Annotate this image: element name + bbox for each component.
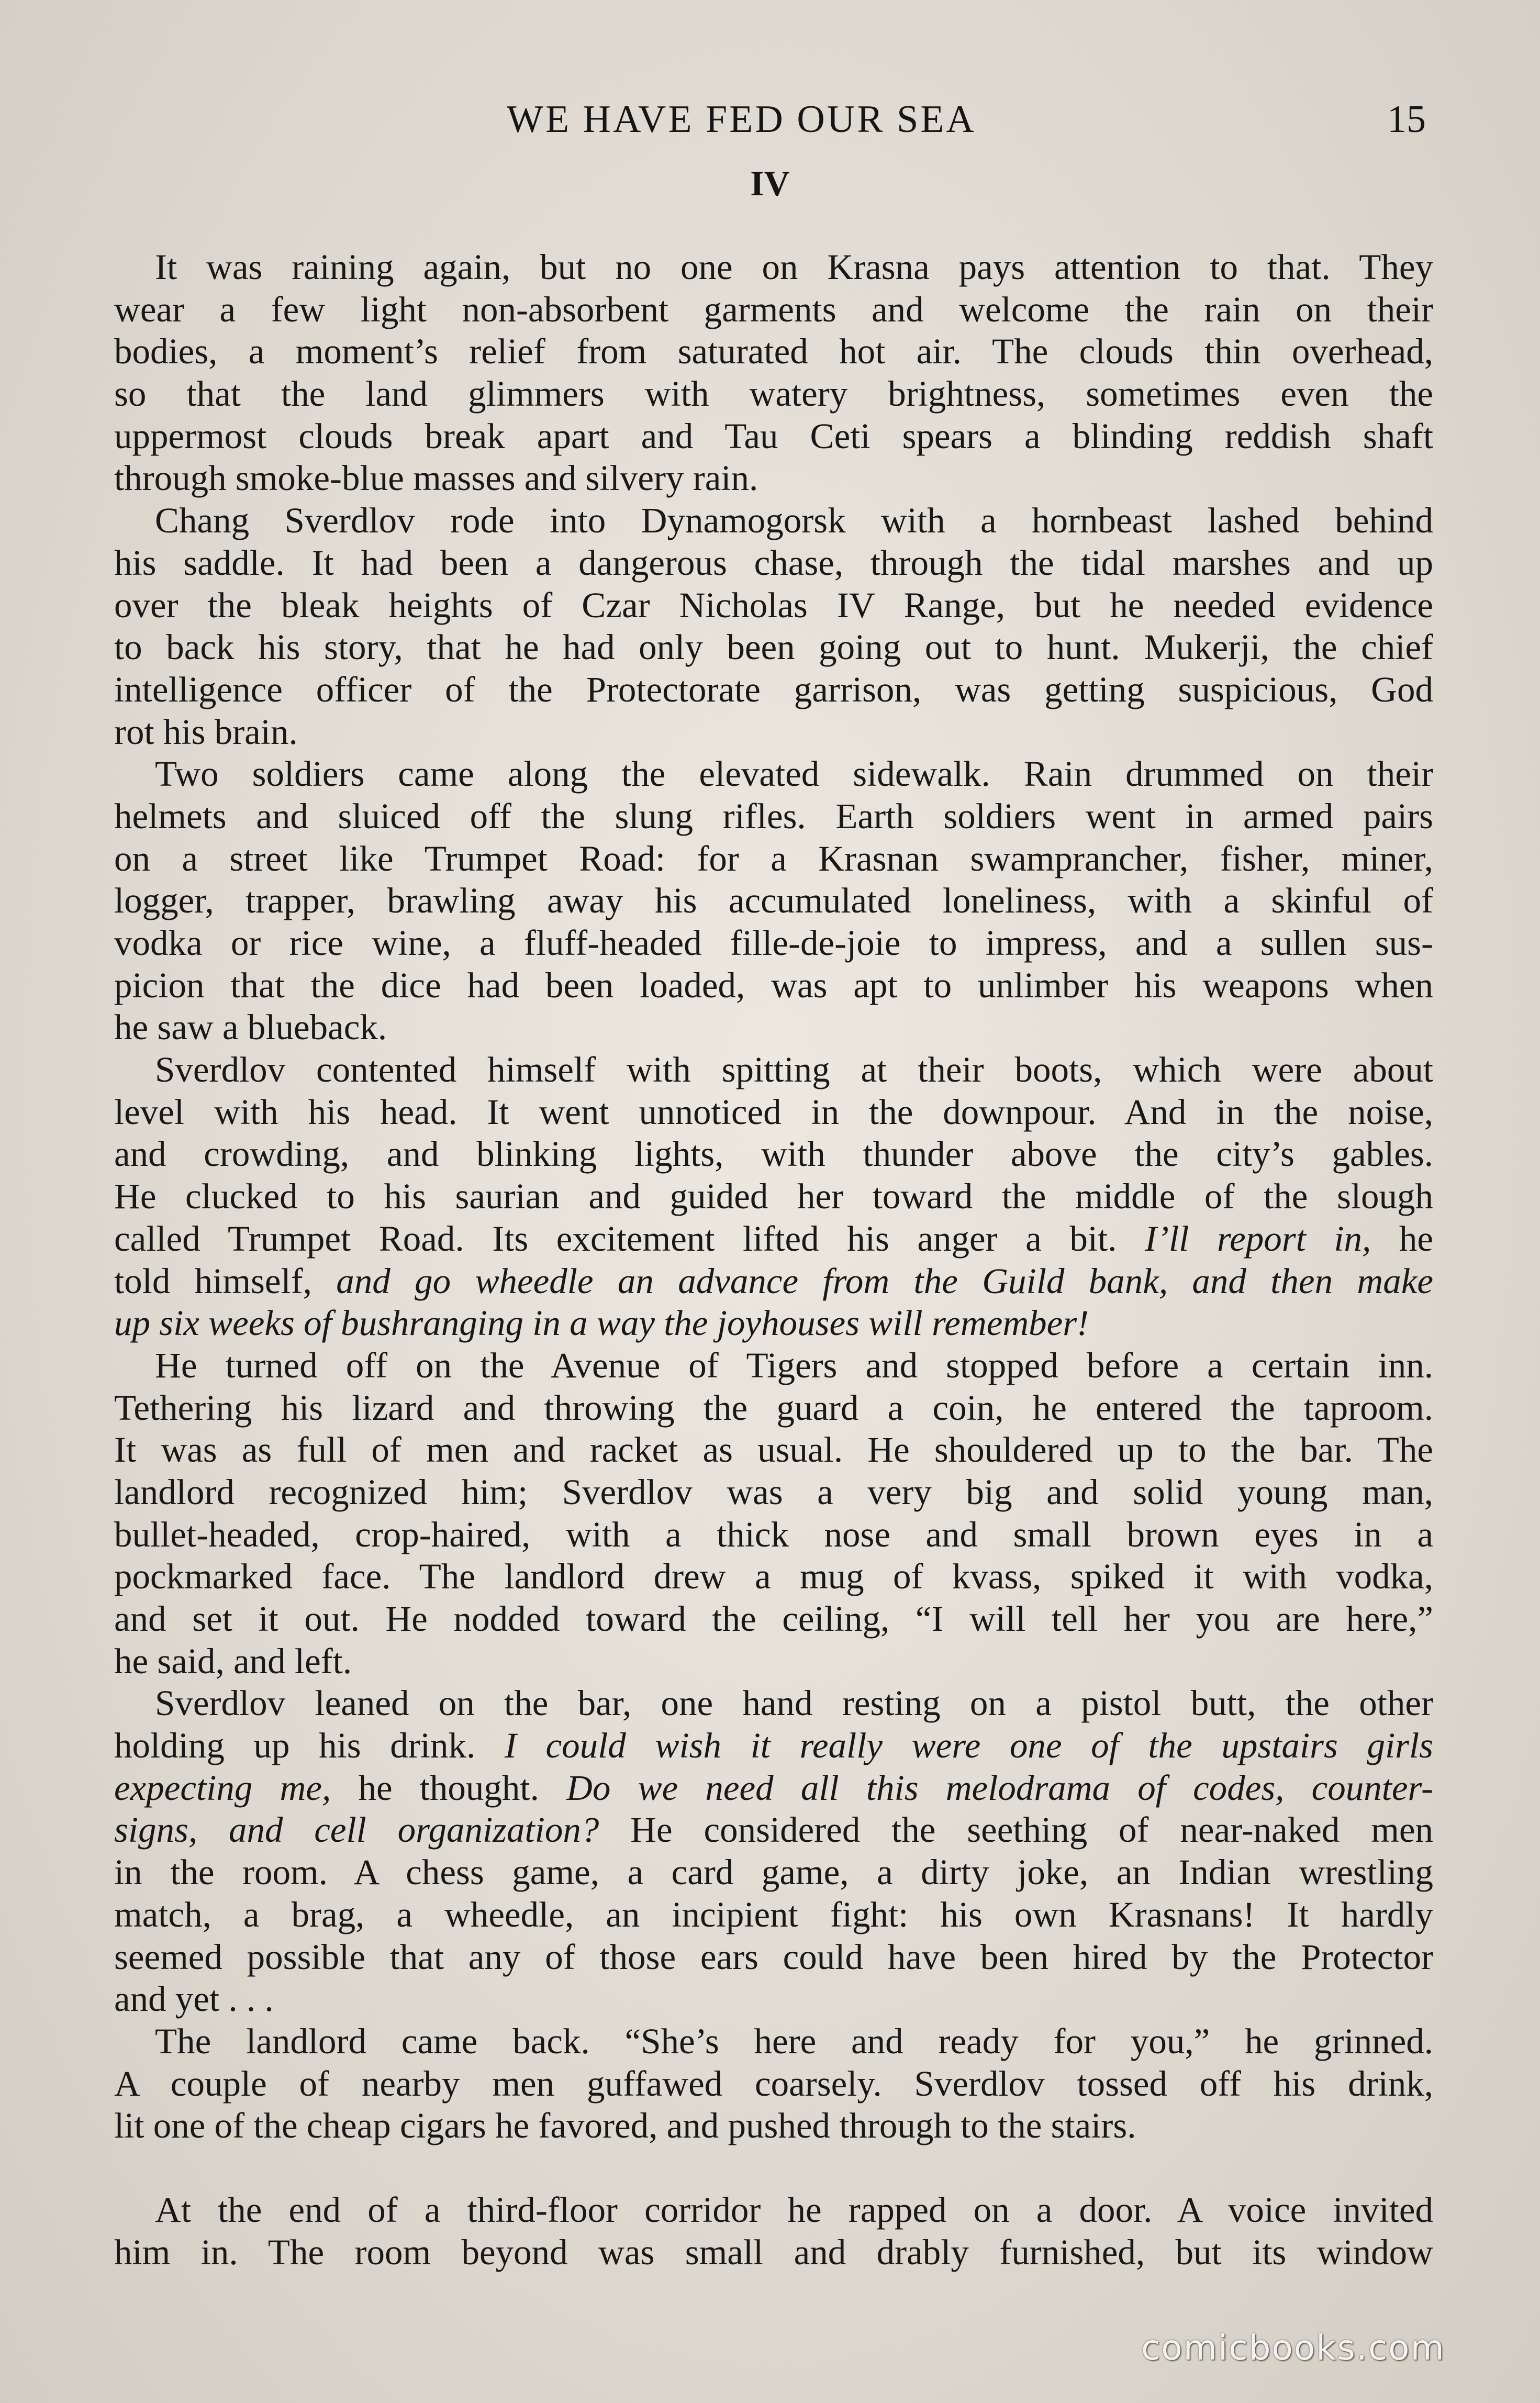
text-line: He clucked to his saurian and guided her toward the middle of the slough: [114, 1176, 1433, 1217]
text-line: Tethering his lizard and throwing the guard a coin, he entered the taproom.: [114, 1387, 1433, 1428]
text-line: in the room. A chess game, a card game, a dirty joke, an Indian wrestling: [114, 1852, 1433, 1893]
italic-text: expecting me,: [114, 1767, 331, 1808]
text-line: Two soldiers came along the elevated sidewalk. Rain drummed on their: [155, 754, 1433, 794]
text-line: over the bleak heights of Czar Nicholas IV Range, but he needed evidence: [114, 585, 1433, 625]
text-line: level with his head. It went unnoticed in the downpour. And in the noise,: [114, 1092, 1433, 1132]
watermark: comicbooks.com: [1141, 2328, 1445, 2368]
running-head: [0, 88, 1540, 151]
text-line: to back his story, that he had only been going out to hunt. Mukerji, the chief: [114, 627, 1433, 668]
text-line: bodies, a moment’s relief from saturated hot air. The clouds thin overhead,: [114, 331, 1433, 372]
text-line: Sverdlov contented himself with spitting at their boots, which were about: [155, 1050, 1433, 1090]
text-line: rot his brain.: [114, 711, 298, 752]
text-line: intelligence officer of the Protectorate garrison, was getting suspicious, God: [114, 669, 1433, 709]
text-line: Chang Sverdlov rode into Dynamogorsk with a hornbeast lashed behind: [155, 500, 1433, 541]
text-line: wear a few light non-absorbent garments and welcome the rain on their: [114, 289, 1433, 329]
text-line: told himself, and go wheedle an advance from the Guild bank, and then make: [114, 1261, 1433, 1301]
text-line: [114, 1302, 1433, 1344]
text-line: landlord recognized him; Sverdlov was a very big and solid young man,: [114, 1472, 1433, 1512]
text-line: helmets and sluiced off the slung rifles. Earth soldiers went in armed pairs: [114, 796, 1433, 836]
text-line: signs, and cell organization? He considered the seething of near-naked men: [114, 1810, 1434, 1850]
text-line: him in. The room beyond was small and drably furnished, but its window: [114, 2232, 1433, 2272]
body-text: [114, 246, 1433, 2273]
text-line: It was raining again, but no one on Krasna pays attention to that. They: [155, 247, 1433, 287]
text-line: He turned off on the Avenue of Tigers and stopped before a certain inn.: [155, 1345, 1433, 1385]
text-line: uppermost clouds break apart and Tau Ceti spears a blinding reddish shaft: [114, 416, 1433, 456]
text-line: and yet . . .: [114, 1979, 274, 2019]
text-line: his saddle. It had been a dangerous chase, through the tidal marshes and up: [114, 542, 1433, 583]
italic-text: I’ll report in,: [1145, 1218, 1371, 1259]
text-line: logger, trapper, brawling away his accumulated loneliness, with a skinful of: [114, 881, 1433, 921]
text-line: At the end of a third-floor corridor he rapped on a door. A voice invited: [155, 2189, 1433, 2230]
text-line: picion that the dice had been loaded, was apt to unlimber his weapons when: [114, 965, 1433, 1005]
text-line: It was as full of men and racket as usual. He shouldered up to the bar. The: [114, 1430, 1433, 1470]
text-line: expecting me, he thought. Do we need all this melodrama of codes, counter-: [114, 1767, 1433, 1808]
text-line: he said, and left.: [114, 1641, 352, 1681]
text-line: through smoke-blue masses and silvery rain.: [114, 458, 758, 498]
text-line: lit one of the cheap cigars he favored, and pushed through to the stairs.: [114, 2106, 1136, 2146]
running-title: WE HAVE FED OUR SEA: [507, 98, 976, 141]
text-line: and crowding, and blinking lights, with thunder above the city’s gables.: [114, 1134, 1433, 1174]
text-line: so that the land glimmers with watery brightness, sometimes even the: [114, 374, 1433, 414]
text-line: he saw a blueback.: [114, 1007, 387, 1048]
text-line: called Trumpet Road. Its excitement lifted his anger a bit. I’ll report in, he: [114, 1218, 1433, 1259]
italic-text: I could wish it really were one of the upstairs girls: [504, 1726, 1433, 1766]
text-line: match, a brag, a wheedle, an incipient fight: his own Krasnans! It hardly: [114, 1894, 1433, 1934]
section-break: [114, 2147, 1433, 2189]
text-line: seemed possible that any of those ears could have been hired by the Protector: [114, 1937, 1433, 1977]
text-line: vodka or rice wine, a fluff-headed fille-de-joie to impress, and a sullen sus-: [114, 923, 1433, 963]
text-line: Sverdlov leaned on the bar, one hand resting on a pistol butt, the other: [155, 1683, 1433, 1723]
italic-text: signs, and cell organization?: [114, 1810, 599, 1850]
italic-text: Do we need all this melodrama of codes, counter-: [566, 1767, 1433, 1808]
text-line: pockmarked face. The landlord drew a mug of kvass, spiked it with vodka,: [114, 1556, 1433, 1597]
text-line: A couple of nearby men guffawed coarsely. Sverdlov tossed off his drink,: [114, 2063, 1433, 2104]
text-line: bullet-headed, crop-haired, with a thick nose and small brown eyes in a: [114, 1514, 1433, 1554]
page-number: 15: [1387, 98, 1426, 141]
text-line: and set it out. He nodded toward the ceiling, “I will tell her you are here,”: [114, 1599, 1433, 1639]
text-line: on a street like Trumpet Road: for a Krasnan swamprancher, fisher, miner,: [114, 838, 1433, 878]
italic-text: up six weeks of bushranging in a way the joyhouses will remember!: [114, 1303, 1089, 1343]
italic-text: and go wheedle an advance from the Guild bank, and then make: [336, 1261, 1433, 1301]
text-line: The landlord came back. “She’s here and ready for you,” he grinned.: [155, 2021, 1433, 2061]
chapter-number: IV: [750, 163, 790, 203]
text-line: holding up his drink. I could wish it really were one of the upstairs girls: [114, 1726, 1433, 1766]
